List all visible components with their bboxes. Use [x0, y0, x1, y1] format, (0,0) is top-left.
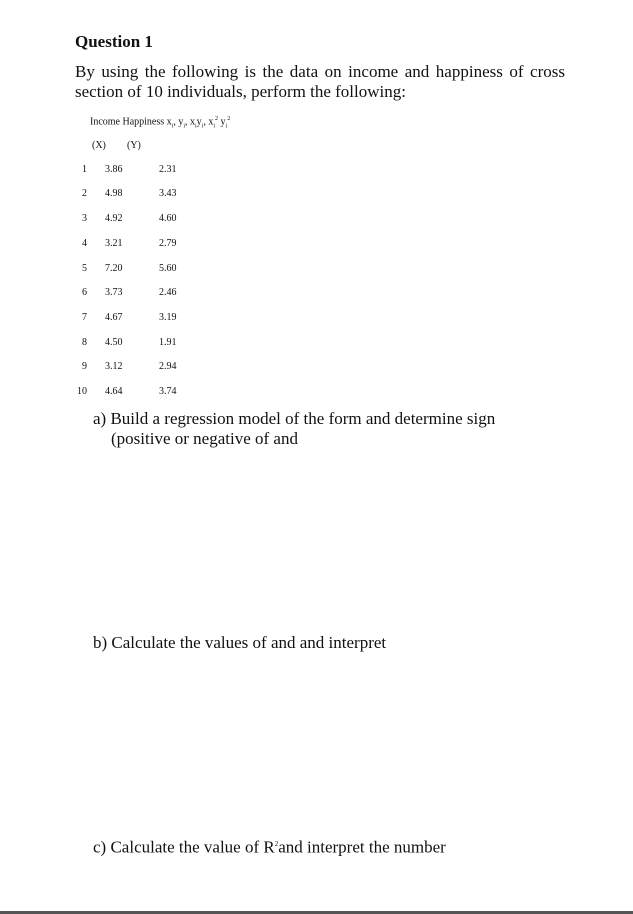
table-header-sq: 2: [227, 116, 231, 122]
income-value: 4.98: [105, 188, 123, 199]
table-header-xy-x: x: [190, 116, 195, 128]
table-row: [0, 238, 633, 254]
table-header-sub: i: [171, 123, 174, 130]
happiness-value: 5.60: [159, 263, 177, 274]
part-c-text: c) Calculate the value of R: [93, 837, 275, 857]
r-squared-sup: 2: [274, 840, 279, 848]
happiness-value: 2.46: [159, 287, 177, 298]
happiness-value: 3.19: [159, 312, 177, 323]
happiness-value: 2.94: [159, 361, 177, 372]
table-header-sub: i: [213, 123, 216, 130]
table-header: Income Happiness $x_i$, $y_i$, $x_iy_i$, $x_i^2$ $y_i^2$: [90, 116, 231, 130]
happiness-value: 2.79: [159, 238, 177, 249]
row-index: 5: [82, 263, 87, 274]
row-index: 8: [82, 337, 87, 348]
row-index: 6: [82, 287, 87, 298]
part-a-line2: (positive or negative of and: [111, 429, 298, 448]
happiness-value: 3.43: [159, 188, 177, 199]
table-header-prefix: Income Happiness x: [90, 116, 172, 128]
table-row: [0, 188, 633, 204]
happiness-value: 3.74: [159, 386, 177, 397]
happiness-value: 1.91: [159, 337, 177, 348]
happiness-value: 2.31: [159, 164, 177, 175]
table-row: [0, 164, 633, 180]
happiness-value: 4.60: [159, 213, 177, 224]
table-row: [0, 287, 633, 303]
table-row: [0, 263, 633, 279]
row-index: 3: [82, 213, 87, 224]
table-header-sub: i: [225, 123, 228, 130]
question-intro: By using the following is the data on income and happiness of cross section of 10 individuals, perform the following:: [75, 62, 565, 101]
income-value: 4.67: [105, 312, 123, 323]
part-a: [93, 409, 563, 449]
table-row: [0, 361, 633, 377]
table-header-sub: i: [201, 123, 204, 130]
part-c: [93, 834, 446, 858]
question-title: Question 1: [75, 32, 153, 51]
table-header-xy-y: y: [196, 116, 202, 128]
income-value: 7.20: [105, 263, 123, 274]
table-row: [0, 386, 633, 402]
income-value: 4.50: [105, 337, 123, 348]
table-row: [0, 213, 633, 229]
row-index: 7: [82, 312, 87, 323]
income-value: 3.73: [105, 287, 123, 298]
table-header-y2: y: [220, 116, 226, 128]
income-value: 3.21: [105, 238, 123, 249]
row-index: 9: [82, 361, 87, 372]
row-index: 4: [82, 238, 87, 249]
income-value: 3.86: [105, 164, 123, 175]
part-b: b) Calculate the values of and and interpret: [93, 633, 387, 652]
part-a-line1: a) Build a regression model of the form and determine sign: [93, 409, 496, 428]
table-row: [0, 337, 633, 353]
income-value: 4.64: [105, 386, 123, 397]
table-row: [0, 312, 633, 328]
table-header-sub: i: [183, 123, 185, 130]
part-c-text-end: and interpret the number: [278, 837, 446, 857]
row-index: 2: [82, 188, 87, 199]
row-index: 10: [77, 386, 87, 397]
row-index: 1: [82, 164, 87, 175]
income-value: 4.92: [105, 213, 123, 224]
income-value: 3.12: [105, 361, 123, 372]
table-header-sub: i: [195, 123, 197, 130]
table-header-y: y: [178, 116, 184, 128]
column-x-label: (X): [92, 140, 106, 151]
table-header-sq: 2: [215, 116, 219, 122]
column-y-label: (Y): [127, 140, 141, 151]
table-header-x2: x: [208, 116, 214, 128]
